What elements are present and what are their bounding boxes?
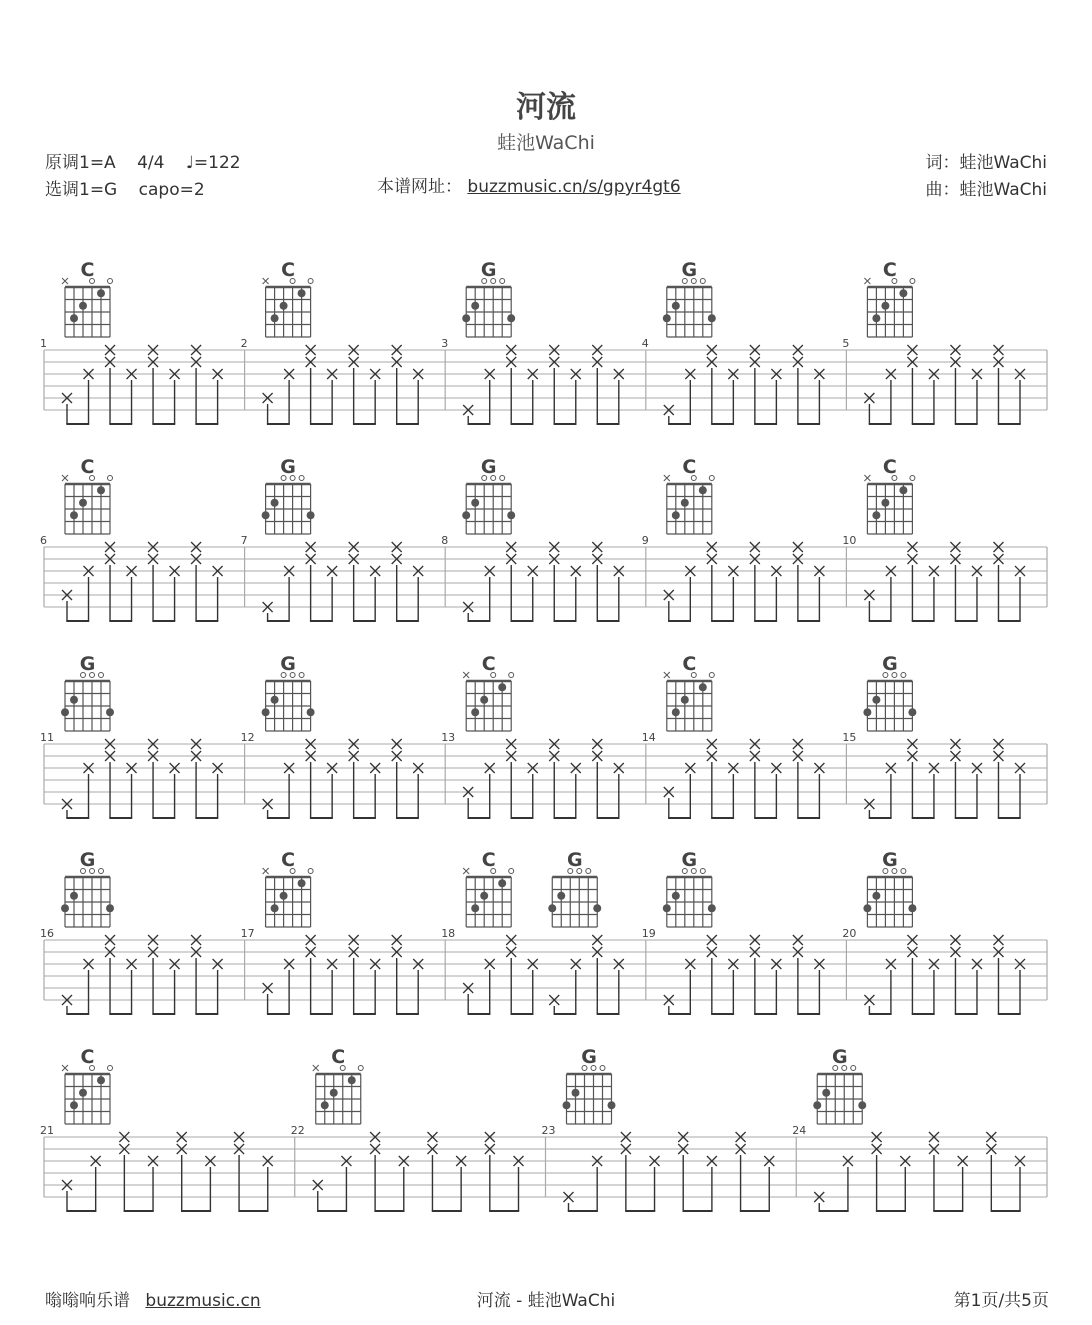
chord-name: G [831,1046,848,1068]
open-string-marker [709,673,714,678]
muted-string-marker [62,475,68,481]
finger-dot [822,1089,830,1097]
footer-page-number: 第1页/共5页 [953,1291,1049,1311]
measure [642,259,825,424]
finger-dot [663,904,671,912]
finger-dot [708,904,716,912]
composer: 曲：蛙池WaChi [925,180,1047,200]
finger-dot [813,1101,821,1109]
measure [642,653,825,818]
measure-number: 3 [441,337,449,350]
tab-system [40,259,1047,424]
muted-string-marker [313,1065,319,1071]
finger-dot [262,708,270,716]
finger-dot [61,708,69,716]
measure-number: 19 [641,927,656,940]
muted-string-marker [62,278,68,284]
open-string-marker [99,869,104,874]
footer-site-link[interactable]: buzzmusic.cn [145,1291,261,1311]
chord-name: C [80,259,95,281]
finger-dot [899,486,907,494]
finger-dot [97,289,105,297]
finger-dot [507,511,515,519]
tab-system [40,1046,1047,1211]
finger-dot [563,1101,571,1109]
tempo: ♩=122 [185,153,241,173]
measure [642,456,825,621]
finger-dot [280,892,288,900]
open-string-marker [308,869,313,874]
finger-dot [462,314,470,322]
chord-name: G [681,259,698,281]
finger-dot [872,511,880,519]
open-string-marker [509,673,514,678]
measure [842,653,1025,818]
open-string-marker [308,279,313,284]
finger-dot [271,696,279,704]
muted-string-marker [463,672,469,678]
open-string-marker [358,1066,363,1071]
finger-dot [699,683,707,691]
finger-dot [863,708,871,716]
finger-dot [262,511,270,519]
chord-name: G [79,653,96,675]
finger-dot [480,696,488,704]
chord-name: G [882,653,898,675]
measure [842,259,1025,424]
open-string-marker [509,869,514,874]
score-url-line [377,172,681,197]
chord-name: C [331,1046,346,1068]
chord-name: G [681,849,698,871]
open-string-marker [851,1066,856,1071]
measure [842,849,1025,1014]
measure [40,1046,273,1211]
finger-dot [79,499,87,507]
open-string-marker [500,476,505,481]
measure-number: 23 [541,1124,556,1137]
chord-name: C [281,849,296,871]
finger-dot [330,1089,338,1097]
chord-name: G [480,259,497,281]
tab-system [40,456,1047,621]
finger-dot [708,314,716,322]
muted-string-marker [864,278,870,284]
score-url-label: 本谱网址： [377,177,462,197]
measure [241,259,424,424]
measure [241,849,424,1014]
finger-dot [881,302,889,310]
chord-name: C [682,653,697,675]
finger-dot [872,314,880,322]
chord-name: G [581,1046,597,1068]
measure [542,1046,775,1211]
chord-name: G [566,849,583,871]
finger-dot [480,892,488,900]
open-string-marker [108,1066,113,1071]
open-string-marker [299,673,304,678]
measure-number: 22 [290,1124,305,1137]
muted-string-marker [463,868,469,874]
finger-dot [271,904,279,912]
footer-site-name: 嗡嗡响乐谱 [45,1291,130,1311]
score-url-link[interactable]: buzzmusic.cn/s/gpyr4gt6 [467,177,681,197]
measure [40,849,223,1014]
finger-dot [70,511,78,519]
measure [642,849,825,1014]
finger-dot [471,904,479,912]
measure-number: 9 [641,534,649,547]
finger-dot [548,904,556,912]
finger-dot [608,1101,616,1109]
measure [441,259,624,424]
chord-name: G [280,456,296,478]
measure [842,456,1025,621]
measure [441,849,624,1014]
tab-system [40,653,1047,818]
finger-dot [863,904,871,912]
open-string-marker [910,279,915,284]
finger-dot [672,892,680,900]
measure-number: 13 [441,731,456,744]
measure-number: 21 [40,1124,54,1137]
finger-dot [672,302,680,310]
finger-dot [97,1076,105,1084]
measure-number: 6 [40,534,47,547]
measure-number: 10 [842,534,857,547]
finger-dot [106,708,114,716]
finger-dot [672,511,680,519]
open-string-marker [108,476,113,481]
finger-dot [97,486,105,494]
measure-number: 5 [842,337,850,350]
measure-number: 12 [240,731,255,744]
finger-dot [471,499,479,507]
song-artist: 蛙池WaChi [497,132,595,154]
open-string-marker [700,869,705,874]
muted-string-marker [62,1065,68,1071]
open-string-marker [700,279,705,284]
measure-number: 7 [240,534,248,547]
open-string-marker [600,1066,605,1071]
measure-number: 17 [240,927,255,940]
measure-number: 2 [240,337,248,350]
measure-number: 4 [641,337,649,350]
finger-dot [79,302,87,310]
chord-name: C [281,259,296,281]
open-string-marker [586,869,591,874]
muted-string-marker [664,672,670,678]
finger-dot [70,314,78,322]
selected-key: 选调1=G [45,180,118,200]
measure-number: 8 [441,534,449,547]
open-string-marker [108,279,113,284]
original-key: 原调1=A [45,153,116,173]
finger-dot [106,904,114,912]
measure-number: 1 [40,337,47,350]
open-string-marker [910,476,915,481]
finger-dot [471,302,479,310]
song-title: 河流 [516,90,576,125]
open-string-marker [500,279,505,284]
measure-number: 15 [842,731,857,744]
measure [40,259,223,424]
muted-string-marker [263,868,269,874]
chord-name: G [882,849,898,871]
muted-string-marker [864,475,870,481]
finger-dot [61,904,69,912]
finger-dot [70,1101,78,1109]
finger-dot [872,892,880,900]
capo-info-line [45,175,205,200]
measure-number: 20 [842,927,857,940]
finger-dot [593,904,601,912]
finger-dot [908,904,916,912]
measure [441,653,624,818]
finger-dot [908,708,916,716]
muted-string-marker [263,278,269,284]
finger-dot [321,1101,329,1109]
chord-name: G [480,456,497,478]
footer-song: 河流 - 蛙池WaChi [476,1291,616,1311]
finger-dot [681,696,689,704]
measure [291,1046,524,1211]
finger-dot [498,879,506,887]
finger-dot [471,708,479,716]
key-info-line [45,148,241,173]
open-string-marker [901,673,906,678]
finger-dot [70,892,78,900]
chord-name: C [682,456,697,478]
measure-number: 24 [792,1124,807,1137]
finger-dot [899,289,907,297]
finger-dot [572,1089,580,1097]
capo: capo=2 [138,180,205,200]
finger-dot [462,511,470,519]
chord-name: C [481,653,496,675]
finger-dot [70,696,78,704]
open-string-marker [99,673,104,678]
measure [40,456,223,621]
finger-dot [307,708,315,716]
measure [40,653,223,818]
measure [241,653,424,818]
open-string-marker [709,476,714,481]
measure-number: 16 [40,927,54,940]
finger-dot [271,499,279,507]
chord-name: G [79,849,96,871]
finger-dot [498,683,506,691]
muted-string-marker [664,475,670,481]
open-string-marker [299,476,304,481]
time-signature: 4/4 [137,153,165,173]
finger-dot [872,696,880,704]
finger-dot [298,289,306,297]
finger-dot [881,499,889,507]
finger-dot [663,314,671,322]
chord-name: C [80,456,95,478]
finger-dot [280,302,288,310]
finger-dot [79,1089,87,1097]
chord-name: C [882,259,897,281]
measure-number: 14 [641,731,656,744]
tab-system [40,849,1047,1014]
finger-dot [858,1101,866,1109]
measure-number: 18 [441,927,456,940]
measure-number: 11 [40,731,54,744]
chord-name: C [882,456,897,478]
finger-dot [298,879,306,887]
finger-dot [699,486,707,494]
lyricist: 词：蛙池WaChi [925,153,1047,173]
open-string-marker [901,869,906,874]
chord-name: G [280,653,296,675]
finger-dot [271,314,279,322]
finger-dot [557,892,565,900]
measure [241,456,424,621]
chord-name: C [80,1046,95,1068]
finger-dot [681,499,689,507]
measure [792,1046,1025,1211]
measure [441,456,624,621]
finger-dot [672,708,680,716]
chord-name: C [481,849,496,871]
finger-dot [507,314,515,322]
finger-dot [307,511,315,519]
finger-dot [348,1076,356,1084]
